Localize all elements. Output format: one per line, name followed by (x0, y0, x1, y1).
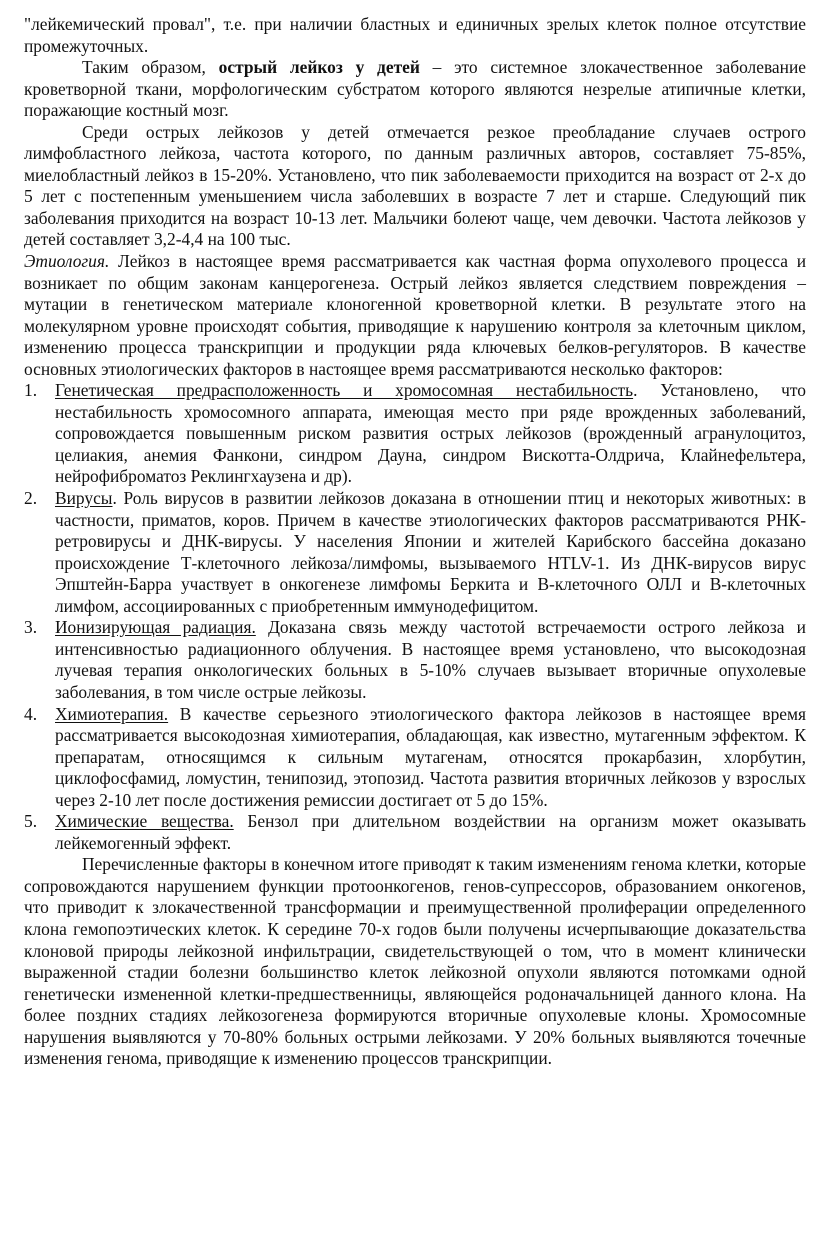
etiology-factors-list (24, 380, 806, 854)
list-item-title: Химические вещества. (55, 811, 234, 832)
paragraph-definition (24, 57, 806, 122)
list-item-text: Роль вирусов в развитии лейкозов доказана в отношении птиц и некоторых животных: в частности, приматов, коров. Причем в качестве этиологических факторов рассматриваются РНК-ретровирусы и ДНК-вирусы. У населения Японии и жителей Карибского бассейна доказано происхождение Т-клеточного лейкоза/лимфомы, вызываемого HTLV-1. Из ДНК-вирусов вирус Эпштейн-Барра участвует в онкогенезе лимфомы Беркита и В-клеточного ОЛЛ и В-клеточных лимфом, ассоциированных с приобретенным иммунодефицитом. (55, 488, 806, 616)
list-item (24, 704, 806, 812)
paragraph-epidemiology: Среди острых лейкозов у детей отмечается резкое преобладание случаев острого лимфобластного лейкоза, частота которого, по данным различных авторов, составляет 75-85%, миелобластный лейкоз в 15-20%. Установлено, что пик заболеваемости приходится на возраст от 2-х до 5 лет с постепенным уменьшением числа заболевших в возрасте 7 лет и старше. Следующий пик заболевания приходится на возраст 10-13 лет. Мальчики болеют чаще, чем девочки. Частота лейкозов у детей составляет 3,2-4,4 на 100 тыс. (24, 121, 806, 250)
list-item-title: Ионизирующая радиация. (55, 617, 256, 638)
list-item (24, 380, 806, 488)
list-item-number: 3. (24, 617, 38, 638)
list-item-number: 2. (24, 488, 38, 509)
list-item (24, 811, 806, 854)
definition-term: острый лейкоз у детей (218, 57, 420, 78)
list-item-text: Установлено, что нестабильность хромосомного аппарата, имеющая место при ряде врожденных заболеваний, сопровождается повышенным риском развития острых лейкозов (врожденный агранулоцитоз, целиакия, анемия Фанкони, синдром Дауна, синдром Вискотта-Олдрича, Клайнефельтера, нейрофиброматоз Реклингхаузена и др). (55, 380, 806, 487)
list-item-number: 5. (24, 811, 38, 832)
list-item-separator: . (633, 380, 638, 401)
list-item-title: Генетическая предрасположенность и хромосомная нестабильность (55, 380, 634, 401)
list-item-number: 4. (24, 703, 38, 724)
list-item-text: В качестве серьезного этиологического фактора лейкозов в настоящее время рассматривается высокодозная химиотерапия, обладающая, как известно, мутагенным эффектом. К препаратам, относящимся к сильным мутагенам, относятся прокарбазин, хлорбутин, циклофосфамид, ломустин, тенипозид, этопозид. Частота развития вторичных лейкозов у взрослых через 2-10 лет после достижения ремиссии достигает от 5 до 15%. (55, 703, 806, 810)
list-item-text: Доказана связь между частотой встречаемости острого лейкоза и интенсивностью радиационного облучения. В настоящее время установлено, что высокодозная лучевая терапия онкологических больных в 5-10% случаев вызывает вторичные опухолевые заболевания, в том числе острые лейкозы. (55, 617, 806, 702)
list-item (24, 488, 806, 617)
definition-rest: – это системное злокачественное заболевание кроветворной ткани, морфологическим субстратом которого являются незрелые атипичные клетки, поражающие костный мозг. (24, 57, 806, 121)
definition-lead: Таким образом, (82, 57, 219, 78)
list-item-separator: . (112, 488, 117, 509)
etiology-text: Лейкоз в настоящее время рассматривается как частная форма опухолевого процесса и возникает по общим законам канцерогенеза. Острый лейкоз является следствием повреждения – мутации в генетическом материале клоногенной кроветворной клетки. В результате этого на молекулярном уровне происходят события, приводящие к нарушению контроля за клеточным циклом, изменению процесса транскрипции и продукции ряда ключевых белков-регуляторов. В качестве основных этиологических факторов в настоящее время рассматриваются несколько факторов: (24, 251, 806, 379)
list-item-title: Вирусы (55, 488, 113, 509)
list-item (24, 617, 806, 703)
paragraph-pathogenesis: Перечисленные факторы в конечном итоге приводят к таким изменениям генома клетки, которые сопровождаются нарушением функции протоонкогенов, генов-супрессоров, образованием онкогенов, что приводит к злокачественной трансформации и преимущественной пролиферации определенного клона гемопоэтических клеток. К середине 70-х годов были получены исчерпывающие доказательства клоновой природы лейкозной инфильтрации, свидетельствующей о том, что в момент клинически выраженной стадии болезни большинство клеток лейкозной опухоли являются потомками одной генетически измененной клетки-предшественницы, являющейся родоначальницей данного клона. На более поздних стадиях лейкозогенеза формируются вторичные опухолевые клоны. Хромосомные нарушения выявляются у 70-80% больных острыми лейкозами. У 20% больных выявляются точечные изменения генома, приводящие к изменению процессов транскрипции. (24, 854, 806, 1069)
etiology-label: Этиология. (24, 251, 110, 272)
paragraph-etiology (24, 251, 806, 380)
paragraph-intro-end: "лейкемический провал", т.е. при наличии бластных и единичных зрелых клеток полное отсутствие промежуточных. (24, 14, 806, 56)
list-item-text: Бензол при длительном воздействии на организм может оказывать лейкемогенный эффект. (55, 811, 806, 853)
list-item-number: 1. (24, 380, 38, 401)
list-item-title: Химиотерапия. (55, 703, 169, 724)
